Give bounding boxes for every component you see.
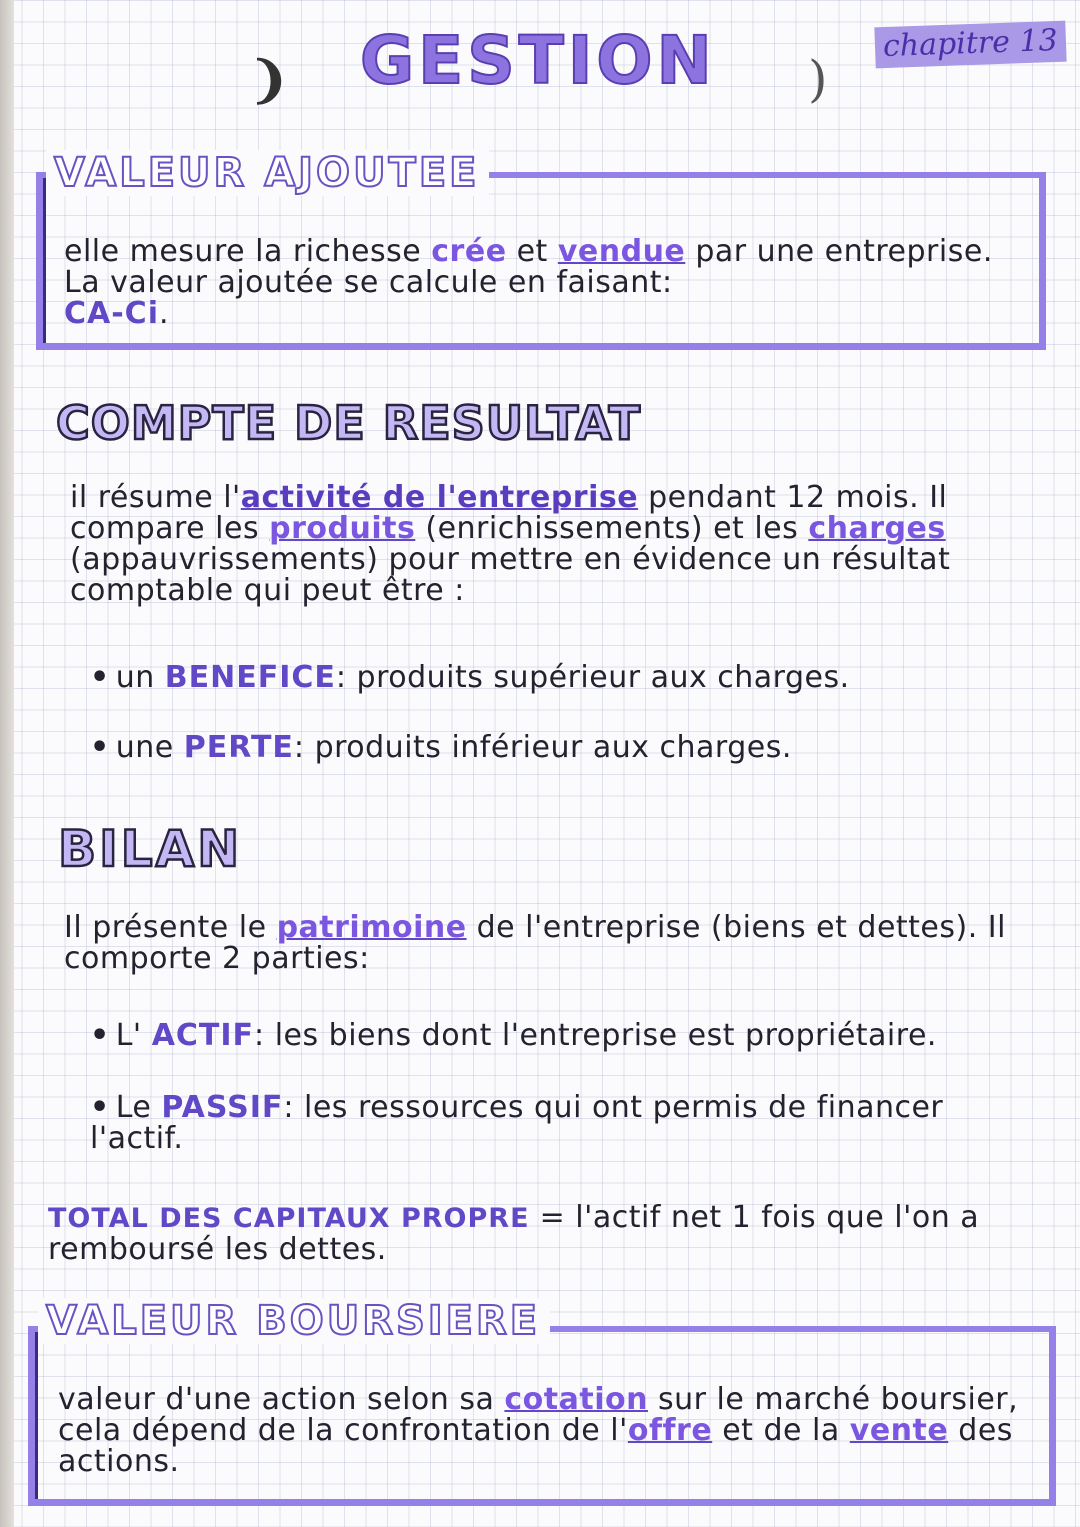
valeur-ajoutee-text (64, 236, 1024, 329)
keyword-vente: vente (849, 1413, 949, 1448)
moon-left-icon: ❩ (248, 50, 290, 109)
text-span: valeur d'une action selon sa (58, 1382, 505, 1417)
formula-ca-ci: CA-Ci (64, 296, 159, 331)
term-perte: PERTE (183, 730, 294, 765)
bilan-heading: BILAN (58, 820, 243, 878)
text-span: et (506, 234, 558, 269)
moon-right-icon: ) (808, 50, 828, 108)
bullet-dot: • (90, 660, 110, 695)
page-title: GESTION (360, 22, 716, 99)
term-passif: PASSIF (161, 1090, 284, 1125)
keyword-patrimoine: patrimoine (276, 910, 467, 945)
bullet-dot: • (90, 1018, 110, 1053)
keyword-offre: offre (627, 1413, 713, 1448)
text-span: = l'actif net 1 fois que l'on a remboursé les dettes. (48, 1200, 980, 1267)
text-span: il résume l' (70, 480, 241, 515)
text-span: pendant 12 mois. Il compare les (70, 480, 948, 546)
compte-de-resultat-text (70, 482, 1030, 606)
bullet-dot: • (90, 730, 110, 765)
text-span: Le (115, 1090, 162, 1125)
keyword-cotation: cotation (504, 1382, 648, 1417)
keyword-cree: crée (431, 234, 507, 269)
text-span: (enrichissements) et les (415, 511, 809, 546)
valeur-boursiere-heading: VALEUR BOURSIERE (38, 1298, 550, 1344)
term-total-capitaux: TOTAL DES CAPITAUX PROPRE (48, 1203, 530, 1234)
keyword-produits: produits (269, 511, 416, 546)
text-span: : les ressources qui ont permis de financer l'actif. (90, 1090, 944, 1156)
bullet-benefice (90, 662, 1030, 693)
text-span: sur le marché boursier, cela dépend de la confrontation de l' (58, 1382, 1019, 1448)
text-span: . (159, 296, 170, 331)
text-span: : produits supérieur aux charges. (335, 660, 850, 695)
keyword-vendue: vendue (557, 234, 686, 269)
text-span: et de la (712, 1413, 850, 1448)
keyword-charges: charges (808, 511, 946, 546)
text-span: une (115, 730, 184, 765)
keyword-activite: activité de l'entreprise (240, 480, 639, 515)
text-span: des actions. (58, 1413, 1013, 1479)
term-benefice: BENEFICE (164, 660, 336, 695)
text-span: un (115, 660, 165, 695)
notebook-binding-edge (0, 0, 14, 1527)
valeur-boursiere-text (58, 1384, 1033, 1477)
bullet-dot: • (90, 1090, 110, 1125)
chapter-label: chapitre 13 (874, 21, 1066, 69)
valeur-ajoutee-heading: VALEUR AJOUTEE (46, 150, 489, 196)
text-span: par une entreprise. La valeur ajoutée se calcule en faisant: (64, 234, 993, 300)
text-span: L' (115, 1018, 152, 1053)
text-span: Il présente le (64, 910, 277, 945)
compte-de-resultat-heading: COMPTE DE RESULTAT (56, 396, 642, 450)
text-span: de l'entreprise (biens et dettes). Il comporte 2 parties: (64, 910, 1006, 976)
term-actif: ACTIF (151, 1018, 255, 1053)
text-span: : produits inférieur aux charges. (293, 730, 792, 765)
bullet-passif (90, 1092, 1030, 1154)
text-span: (appauvrissements) pour mettre en évidence un résultat comptable qui peut être : (70, 542, 951, 608)
total-capitaux-propres (48, 1202, 1028, 1265)
bullet-perte (90, 732, 1030, 763)
bilan-text (64, 912, 1024, 974)
bullet-actif (90, 1020, 1030, 1051)
text-span: : les biens dont l'entreprise est propriétaire. (254, 1018, 937, 1053)
text-span: elle mesure la richesse (64, 234, 432, 269)
